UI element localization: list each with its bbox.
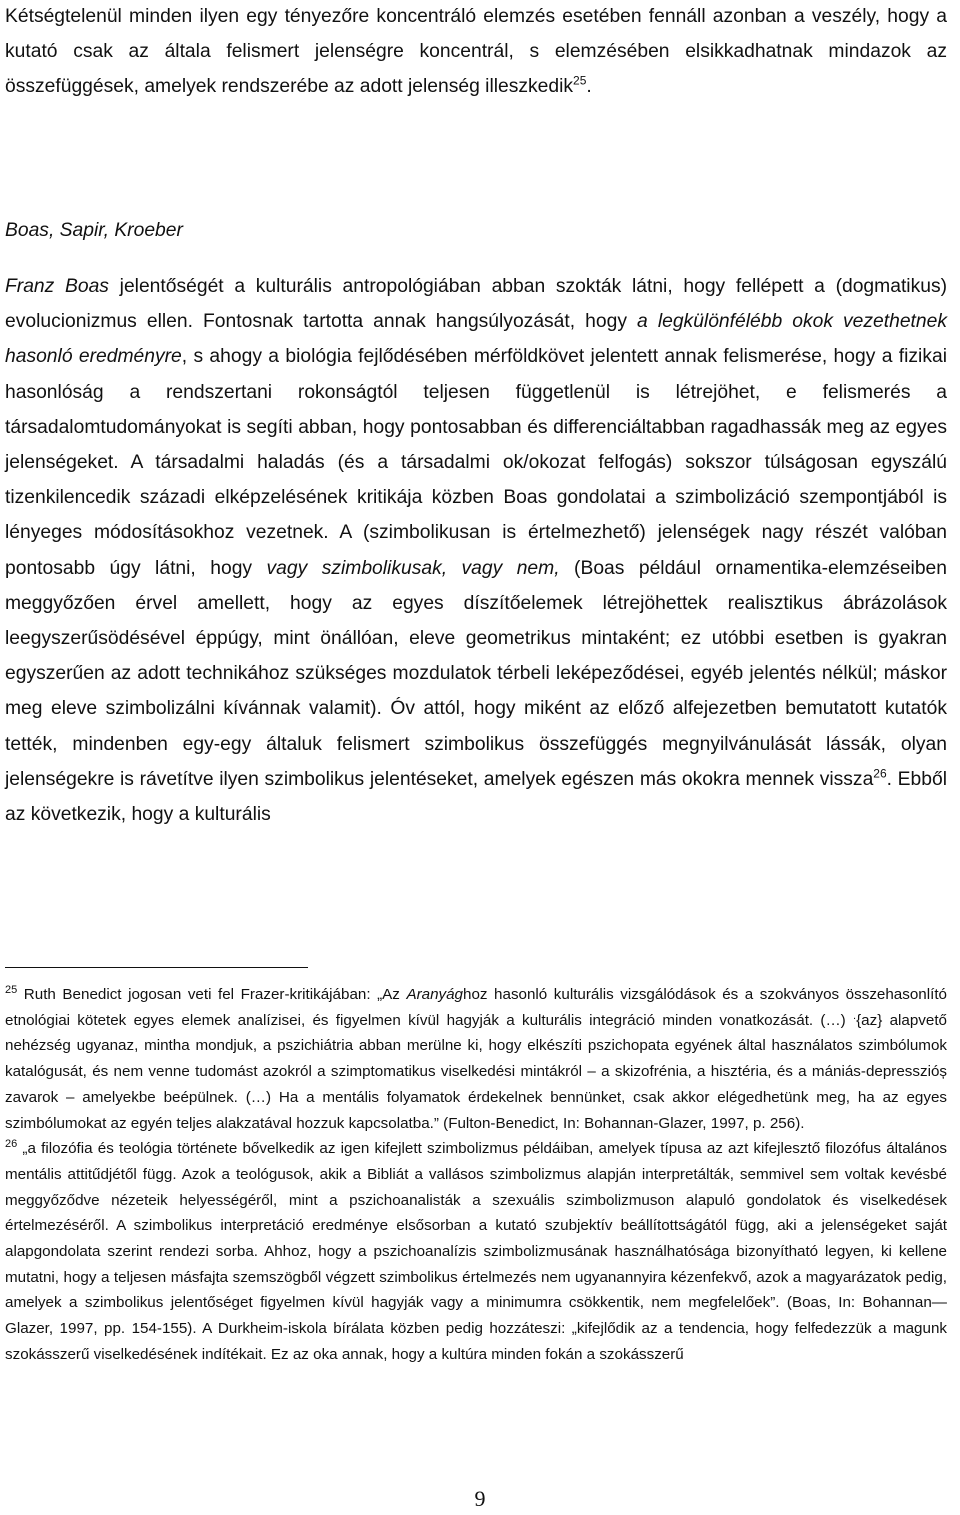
footnote-italic: Aranyág (406, 986, 464, 1003)
footnote-number: 26 (5, 1138, 18, 1151)
section-heading: Boas, Sapir, Kroeber (5, 220, 183, 241)
footnote-text: {az} alapvető nehézség ugyanaz, mintha mondjuk, a pszichiátria abban merülne ki, hogy elkészíti pszichopata egyének által használatos szimbólumok katalógusát, és nem venne tudomást azokról a szimptomatikus viselkedési mintákról – a skizofrénia, a hisztéria, és a mániás-depresszióș zavarok – amelyekbe beépülnek. (…) Ha a mentális folyamatok érdekelnek bennünket, csak akkor elégedhetünk meg, ha az egyes szimbólumokat az egyén teljes alakzatával hozzuk kapcsolatba.” (Fulton-Benedict, In: Bohannan-Glazer, 1997, p. 256). (5, 1011, 947, 1132)
footnote-ref-26[interactable]: 26 (873, 766, 887, 781)
paragraph-2-text-2: , s ahogy a biológia fejlődésében mérföldkövet jelentett annak felismerése, hogy a fizikai hasonlóság a rendszertani rokonságtól teljesen függetlenül is létrejöhet, e felismerés a társadalomtudományokat is segíti abban, hogy pontosabban és differenciáltabban ragadhassák meg az egyes jelenségeket. A társadalmi haladás (és a társadalmi ok/okozat felfogás) sokszor túlságosan egyszálú tizenkilencedik századi elképzelésének kritikája közben Boas gondolatai a szimbolizáció szempontjából is lényeges módosításokhoz vezetnek. A (szimbolikusan is értelmezhető) jelenségek nagy részét valóban pontosabb úgy látni, hogy (5, 346, 947, 579)
footnote-ref-25[interactable]: 25 (573, 73, 587, 88)
paragraph-2-italic-1: Franz Boas (5, 276, 109, 297)
footnote-25 (5, 982, 947, 1136)
paragraph-1-text: Kétségtelenül minden ilyen egy tényezőre koncentráló elemzés esetében fennáll azonban a veszély, hogy a kutató csak az általa felismert jelenségre koncentrál, s elemzésében elsikkadhatnak mindazok az összefüggések, amelyek rendszerébe az adott jelenség illeszkedik (5, 6, 947, 98)
paragraph-2-text-3: (Boas például ornamentika-elemzéseiben meggyőzően érvel amellett, hogy az egyes díszítőelemek létrejöhettek realisztikus ábrázolások leegyszerűsödésével éppúgy, mint önállóan, eleve geometrikus mintaként; ez utóbbi esetben is gyakran egyszerűen az adott technikához szükséges mozdulatok térbeli leképeződései, egyéb jelentés nélkül; máskor meg eleve szimbolizálni kívánnak valamit). Óv attól, hogy miként az előző alfejezetben bemutatott kutatók tették, mindenben egy-egy általuk felismert szimbolikus összefüggés megnyilvánulását lássák, olyan jelenségekre is rávetítve ilyen szimbolikus jelentéseket, amelyek egészen más okokra mennek vissza (5, 557, 947, 790)
paragraph-1 (5, 0, 947, 105)
paragraph-2-text-4: . Ebből az következik, hogy a kulturális (5, 768, 947, 826)
paragraph-2-italic-3: vagy szimbolikusak, vagy nem, (266, 557, 560, 579)
page-number: 9 (474, 1486, 486, 1511)
footnote-text: hoz hasonló kulturális vizsgálódások és a szokványos összehasonlító etnológiai kötetek egyes elemek analízisei, és figyelmen kívül hagyják a kulturális integráció minden vonatkozását. (…) (5, 986, 947, 1029)
footnote-text: „a filozófia és teológia története bővelkedik az igen kifejlett szimbolizmus példáiban, amelyek típusa az azt kifejlesztő filozófus általános mentális attitűdjétől függ. Azok a teológusok, akik a Bibliát a vallásos szimbolizmus alapján interpretálták, semmivel sem voltak kevésbé meggyőződve nézeteik helyességéről, mint a pszichoanalisták a szexuális szimbolizmuson alapuló gondolatok és viselkedések értelmezéséről. A szimbolikus interpretáció eredménye elsősorban a kutató szubjektív beállítottságától függ, aki a jelenségeket saját alapgondolata szerint rendezi sorba. Ahhoz, hogy a pszichoanalízis szimbolizmusának használhatósága bizonyítható legyen, ki kellene mutatni, hogy a teljesen másfajta szemszögből végzett szimbolikus értelmezés nem ugyanannyira kézenfekvő, azok a magyarázatok pedig, amelyek a szimbolikus jelentőséget figyelmen kívül hagyják vagy a minimumra csökkentik, nem megfelelőek”. (Boas, In: Bohannan—Glazer, 1997, pp. 154-155). A Durkheim-iskola bírálata közben pedig hozzáteszi: „kifejlődik az a tendencia, hogy felfedezzük a magunk szokásszerű viselkedésének indítékait. Ez az oka annak, hogy a kultúra minden fokán a szokásszerű (5, 1140, 947, 1363)
footnotes (5, 982, 947, 1368)
paragraph-1-end: . (586, 76, 592, 98)
footnote-separator (5, 967, 308, 968)
paragraph-2-text-1: jelentőségét a kulturális antropológiában abban szokták látni, hogy fellépett a (dogmatikus) evolucionizmus ellen. Fontosnak tartotta annak hangsúlyozását, hogy (5, 276, 948, 333)
paragraph-2 (5, 269, 947, 832)
footnote-26 (5, 1136, 947, 1367)
paragraph-2-italic-2: a legkülönfélébb okok vezethetnek hasonló eredményre (5, 311, 947, 368)
footnote-text: Ruth Benedict jogosan veti fel Frazer-kritikájában: „Az (17, 986, 407, 1003)
footnote-superscript-mark: . (853, 1009, 857, 1022)
footnote-number: 25 (5, 983, 18, 996)
